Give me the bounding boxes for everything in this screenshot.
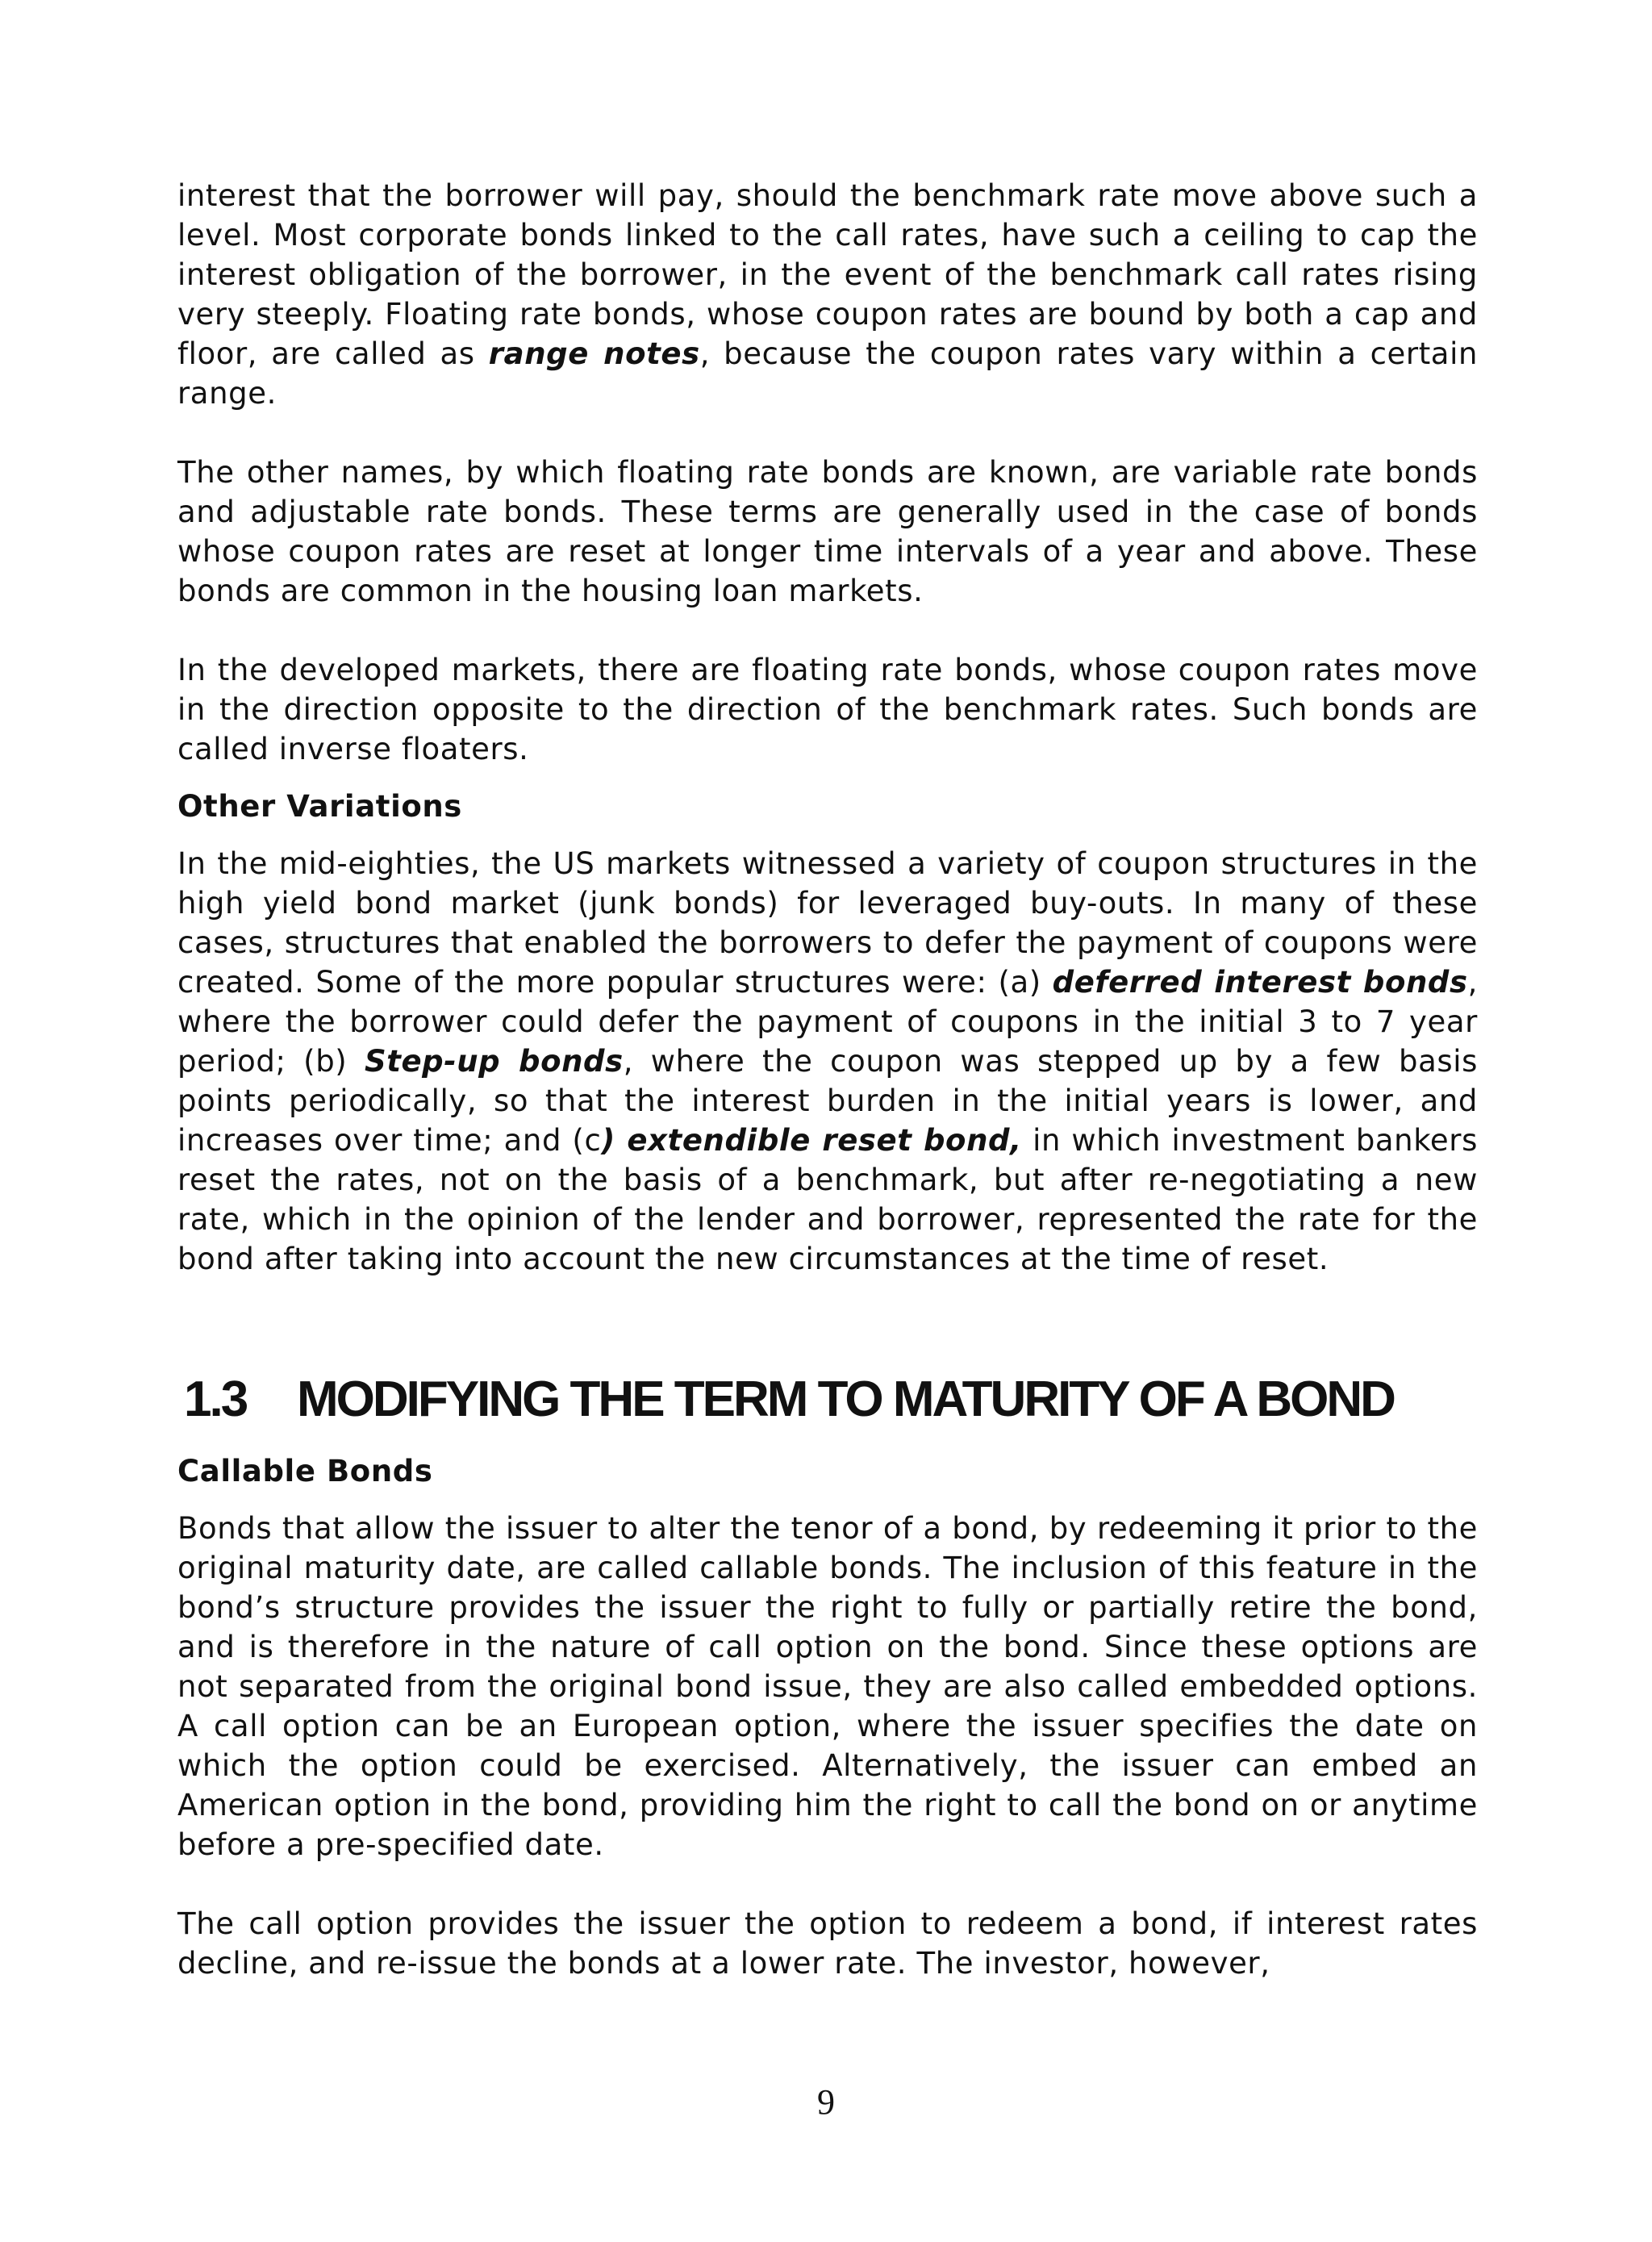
- paragraph-other-names: The other names, by which floating rate bonds are known, are variable rate bonds and adjustable rate bonds. These terms are generally used in the case of bonds whose coupon rates are reset at longer time intervals of a year and above. These bonds are common in the housing loan markets.: [177, 455, 1478, 608]
- paragraph-text: In the mid-eighties, the US markets witnessed a variety of coupon structures in the high yield bond market (junk bonds) for leveraged buy-outs. In many of these cases, structures that enabled the borrowers to defer the payment of coupons were created. Some of the more popular structures were: (a): [177, 846, 1478, 1000]
- subheading-callable-bonds: Callable Bonds: [177, 1454, 433, 1488]
- paragraph-text: interest that the borrower will pay, should the benchmark rate move above such a level. Most corporate bonds linked to the call rates, have such a ceiling to cap the interest obligation of the borrower, in the event of the benchmark call rates rising very steeply. Floating rate bonds, whose coupon rates are bound by both a cap and floor, are called as: [177, 178, 1478, 371]
- subheading-other-variations: Other Variations: [177, 789, 462, 824]
- term-step-up-bonds: Step-up bonds: [364, 1044, 624, 1079]
- paragraph-inverse-floaters: In the developed markets, there are floating rate bonds, whose coupon rates move in the direction opposite to the direction of the benchmark rates. Such bonds are called inverse floaters.: [177, 653, 1478, 766]
- paragraph-other-variations: [177, 844, 1478, 1279]
- section-title: MODIFYING THE TERM TO MATURITY OF A BOND: [297, 1372, 1394, 1427]
- paragraph-text: , because the coupon rates vary within a certain range.: [177, 336, 1479, 411]
- paragraph-range-notes: [177, 176, 1478, 413]
- paragraph-call-option: The call option provides the issuer the option to redeem a bond, if interest rates decline, and re-issue the bonds at a lower rate. The investor, however,: [177, 1906, 1478, 1981]
- section-heading: [184, 1367, 1478, 1432]
- page-body: [177, 176, 1478, 1983]
- term-deferred-interest-bonds: deferred interest bonds: [1052, 965, 1468, 1000]
- paragraph-text: , where the coupon was stepped up by a few basis points periodically, so that the interest burden in the initial years is lower, and increases over time; and (c: [177, 1044, 1478, 1158]
- term-extendible-reset-bond: ) extendible reset bond,: [601, 1123, 1022, 1158]
- paragraph-text: , where the borrower could defer the payment of coupons in the initial 3 to 7 year period; (b): [177, 965, 1478, 1079]
- term-range-notes: range notes: [488, 336, 700, 371]
- section-number: 1.3: [184, 1372, 247, 1427]
- page-number: 9: [817, 2082, 835, 2122]
- paragraph-callable-bonds: Bonds that allow the issuer to alter the tenor of a bond, by redeeming it prior to the original maturity date, are called callable bonds. The inclusion of this feature in the bond’s structure provides the issuer the right to fully or partially retire the bond, and is therefore in the nature of call option on the bond. Since these options are not separated from the original bond issue, they are also called embedded options. A call option can be an European option, where the issuer specifies the date on which the option could be exercised. Alternatively, the issuer can embed an American option in the bond, providing him the right to call the bond on or anytime before a pre-specified date.: [177, 1511, 1478, 1862]
- paragraph-text: in which investment bankers reset the rates, not on the basis of a benchmark, but after re-negotiating a new rate, which in the opinion of the lender and borrower, represented the rate for the bond after taking into account the new circumstances at the time of reset.: [177, 1123, 1478, 1276]
